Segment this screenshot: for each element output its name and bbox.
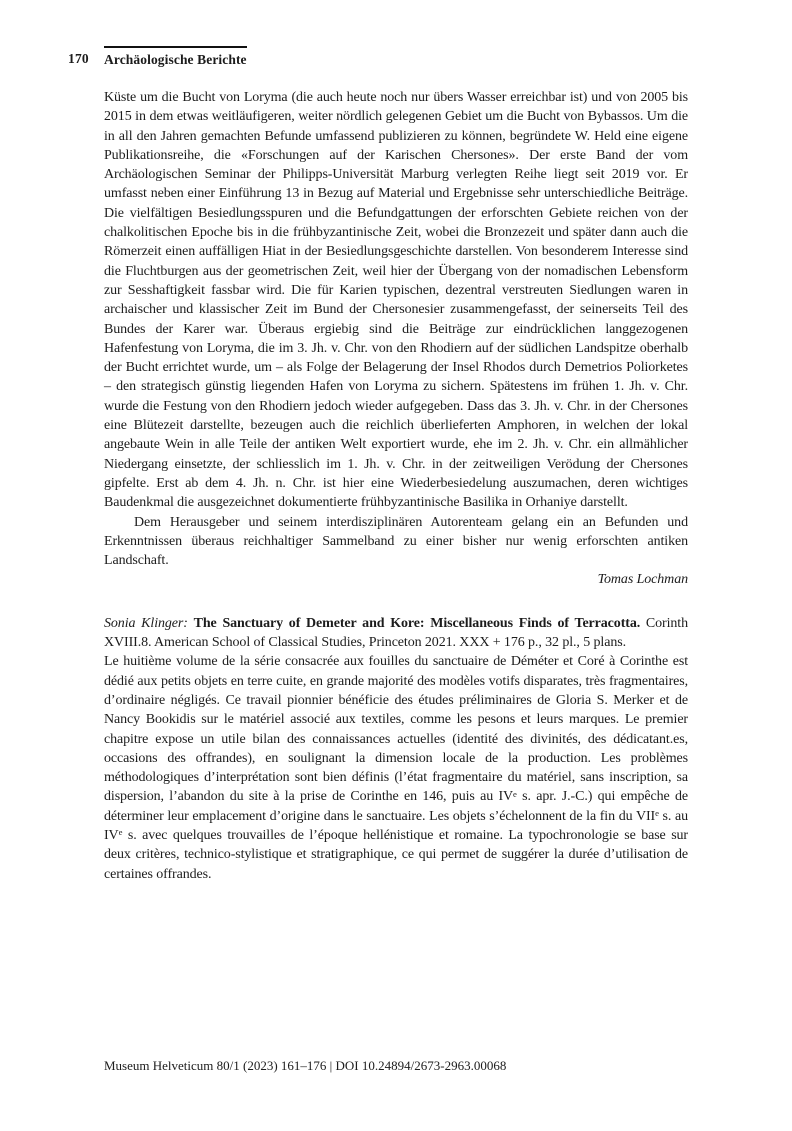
review-held-paragraph-1: Küste um die Bucht von Loryma (die auch heute noch nur übers Wasser erreichbar ist) und von 2005 bis 2015 in dem etwas weitläufigeren, weiter nördlich gelegenen Gebiet um die Bucht von Bybassos. Um die in all den Jahren gemachten Befunde umfassend publizieren zu können, begründete W. Held eine eigene Publikationsreihe, die «Forschungen auf der Karischen Chersones». Der erste Band der vom Archäologischen Seminar der Philipps-Universität Marburg verlegten Reihe liegt seit 2019 vor. Er umfasst neben einer Einführung 13 in Bezug auf Material und Ergebnisse sehr unterschiedliche Beiträge. Die vielfältigen Besiedlungsspuren und die Befundgattungen der erforschten Gebiete reichen von der chalkolitischen Epoche bis in die frühbyzantinische Zeit, wobei die Bronzezeit und später dann auch die Römerzeit einen auffälligen Hiat in der Besiedlungsgeschichte darstellen. Von besonderem Interesse sind die Fluchtburgen aus der geometrischen Zeit, weil hier der Übergang von der nomadischen Lebensform zur Sesshaftigkeit fassbar wird. Die für Karien typischen, dezentral verstreuten Siedlungen waren in archaischer und klassischer Zeit im Bund der Chersonesier zusammengefasst, der seinerseits Teil des Bundes der Karer war. Überaus ergiebig sind die Beiträge zur eindrücklichen langgezogenen Hafenfestung von Loryma, die im 3. Jh. v. Chr. von den Rhodiern auf der südlichen Landspitze oberhalb der Bucht errichtet wurde, um – als Folge der Belagerung der Insel Rhodos durch Demetrios Poliorketes – den strategisch günstig liegenden Hafen von Loryma zu sichern. Spätestens im frühen 1. Jh. v. Chr. wurde die Festung von den Rhodiern jedoch wieder aufgegeben. Dass das 3. Jh. v. Chr. in der Chersones eine Blütezeit darstellte, bezeugen auch die reichlich überlieferten Amphoren, in welchen der lokal angebaute Wein in alle Teile der antiken Welt exportiert wurde, ehe im 2. Jh. v. Chr. ein allmählicher Niedergang einsetzte, der schliesslich im 1. Jh. v. Chr. in der zeitweiligen Verödung der Chersones gipfelte. Erst ab dem 4. Jh. n. Chr. ist hier eine Wiederbesiedelung auszumachen, deren wichtiges Baudenkmal die ausgezeichnet dokumentierte frühbyzantinische Basilika in Orhaniye darstellt. — [104, 90, 688, 511]
running-head: Archäologische Berichte — [104, 46, 247, 68]
review-imprint: Corinth XVIII.8. American School of Classical Studies, Princeton 2021. XXX + 176 p., 32 pl., 5 plans. — [104, 615, 688, 651]
review-title: The Sanctuary of Demeter and Kore: Miscellaneous Finds of Terracotta. — [193, 615, 641, 631]
review-held-paragraph-2: Dem Herausgeber und seinem interdisziplinären Autorenteam gelang ein an Befunden und Erkenntnissen überaus reichhaltiger Sammelband zu einer bisher nur wenig erforschten antiken Landschaft. — [104, 514, 688, 569]
page-footer — [104, 1058, 506, 1074]
review-klinger — [104, 614, 688, 884]
page-number: 170 — [68, 51, 89, 66]
review-author: Sonia Klinger: — [104, 615, 194, 631]
footer-citation: Museum Helveticum 80/1 (2023) 161–176 | DOI 10.24894/2673-2963.00068 — [104, 1058, 507, 1073]
review-klinger-body: Le huitième volume de la série consacrée aux fouilles du sanctuaire de Déméter et Coré à Corinthe est dédié aux petits objets en terre cuite, en grande majorité des modèles votifs disparates, très fragmentaires, d’ordinaire négligés. Ce travail pionnier bénéficie des études préliminaires de Gloria S. Merker et de Nancy Bookidis sur le matériel associé aux textiles, comme les pesons et leurs marques. Le premier chapitre expose un utile bilan des connaissances actuelles (identité des divinités, des dédicatant.es, occasions des offrandes), en soulignant la dimension locale de la production. Les problèmes méthodologiques d’interprétation sont bien définis (l’état fragmentaire du matériel, sans inscription, sa dispersion, l’abandon du site à la prise de Corinthe en 146, puis au IVe s. apr. J.-C.) qui empêche de déterminer leur emplacement d’origine dans le sanctuaire. Les objets s’échelonnent de la fin du VIIe s. au IVe s. avec quelques trouvailles de l’époque hellénistique et romaine. La typochronologie se base sur deux critères, technico-stylistique et stratigraphique, ce qui permet de suggérer la durée d’utilisation de certaines offrandes. — [104, 654, 689, 882]
review-klinger-heading — [104, 614, 688, 653]
text-block — [104, 88, 688, 884]
review-held — [104, 88, 688, 590]
reviewer-signature: Tomas Lochman — [597, 572, 688, 588]
